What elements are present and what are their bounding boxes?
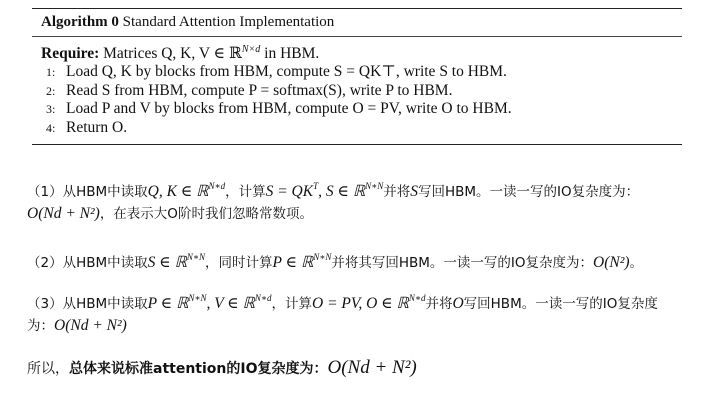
paragraph-step-1	[27, 181, 687, 225]
algorithm-steps	[32, 63, 682, 137]
math-sup: N∗d	[254, 293, 272, 303]
algorithm-box	[32, 8, 682, 145]
algorithm-step	[46, 63, 682, 82]
math-sup: T	[313, 181, 319, 191]
text: 并将	[425, 296, 453, 312]
text: （2）从HBM中读取	[27, 255, 148, 271]
algorithm-label: Algorithm 0	[41, 14, 119, 30]
step-text: Load Q, K by blocks from HBM, compute S = QK⊤, write S to HBM.	[66, 63, 507, 80]
text: ，计算	[271, 296, 313, 312]
math: , S ∈ ℝ	[318, 183, 366, 200]
math: P ∈ ℝ	[147, 295, 189, 312]
math-sup: N∗N	[365, 181, 384, 191]
conclusion-line	[27, 357, 417, 380]
step-number: 3:	[46, 102, 56, 116]
math: O = PV, O ∈ ℝ	[312, 295, 409, 312]
algorithm-step	[46, 119, 682, 138]
math: O	[452, 295, 464, 312]
paragraph-step-2	[27, 252, 687, 274]
conclusion-bold-text: 总体来说标准attention的IO复杂度为：	[69, 361, 328, 377]
step-number: 1:	[46, 65, 56, 79]
text: 为：	[27, 318, 54, 334]
text: 并将	[383, 184, 411, 200]
text: 并将其写回HBM。一读一写的IO复杂度为：	[331, 255, 594, 271]
step-text: Return O.	[66, 118, 128, 136]
text: ，在表示大O阶时我们忽略常数项。	[99, 206, 313, 222]
text: ，同时计算	[205, 255, 273, 271]
math-sup: N∗N	[313, 252, 332, 262]
require-line	[32, 37, 682, 63]
text: 写回HBM。一读一写的IO复杂度为：	[417, 184, 640, 200]
math: O(Nd + N²)	[27, 205, 100, 222]
algorithm-step	[46, 82, 682, 101]
math: Q, K ∈ ℝ	[147, 183, 209, 200]
math: P ∈ ℝ	[272, 254, 314, 271]
paragraph-step-3	[27, 293, 687, 337]
step-number: 4:	[46, 120, 56, 135]
require-keyword: Require:	[41, 45, 100, 62]
algorithm-title	[32, 9, 682, 31]
text: （3）从HBM中读取	[27, 296, 148, 312]
math-sup: N∗d	[208, 181, 226, 191]
algorithm-step	[46, 100, 682, 119]
step-number: 2:	[46, 83, 56, 98]
step-text: Load P and V by blocks from HBM, compute O = PV, write O to HBM.	[66, 100, 512, 117]
math-sup: N∗d	[408, 293, 426, 303]
math-sup: N∗N	[188, 293, 207, 303]
bottom-rule	[32, 144, 682, 145]
conclusion-math: O(Nd + N²)	[327, 357, 417, 378]
math: O(Nd + N²)	[54, 317, 127, 334]
step-text: Read S from HBM, compute P = softmax(S), write P to HBM.	[66, 81, 453, 99]
math: , V ∈ ℝ	[206, 295, 255, 312]
math-sup: N∗N	[186, 252, 206, 262]
math: S = QK	[265, 183, 314, 200]
text: ，计算	[225, 184, 266, 200]
math: O(N²)	[593, 254, 630, 271]
require-tail: in HBM.	[260, 45, 320, 62]
math: S ∈ ℝ	[147, 254, 187, 271]
require-text: Matrices Q, K, V ∈ ℝ	[103, 45, 242, 62]
require-dims: N×d	[241, 44, 261, 55]
conclusion-prefix: 所以，	[27, 361, 69, 377]
text: 。	[629, 255, 644, 271]
text: 写回HBM。一读一写的IO复杂度	[463, 296, 658, 312]
math: S	[410, 183, 418, 200]
text: （1）从HBM中读取	[27, 184, 148, 200]
algorithm-name: Standard Attention Implementation	[122, 14, 335, 30]
